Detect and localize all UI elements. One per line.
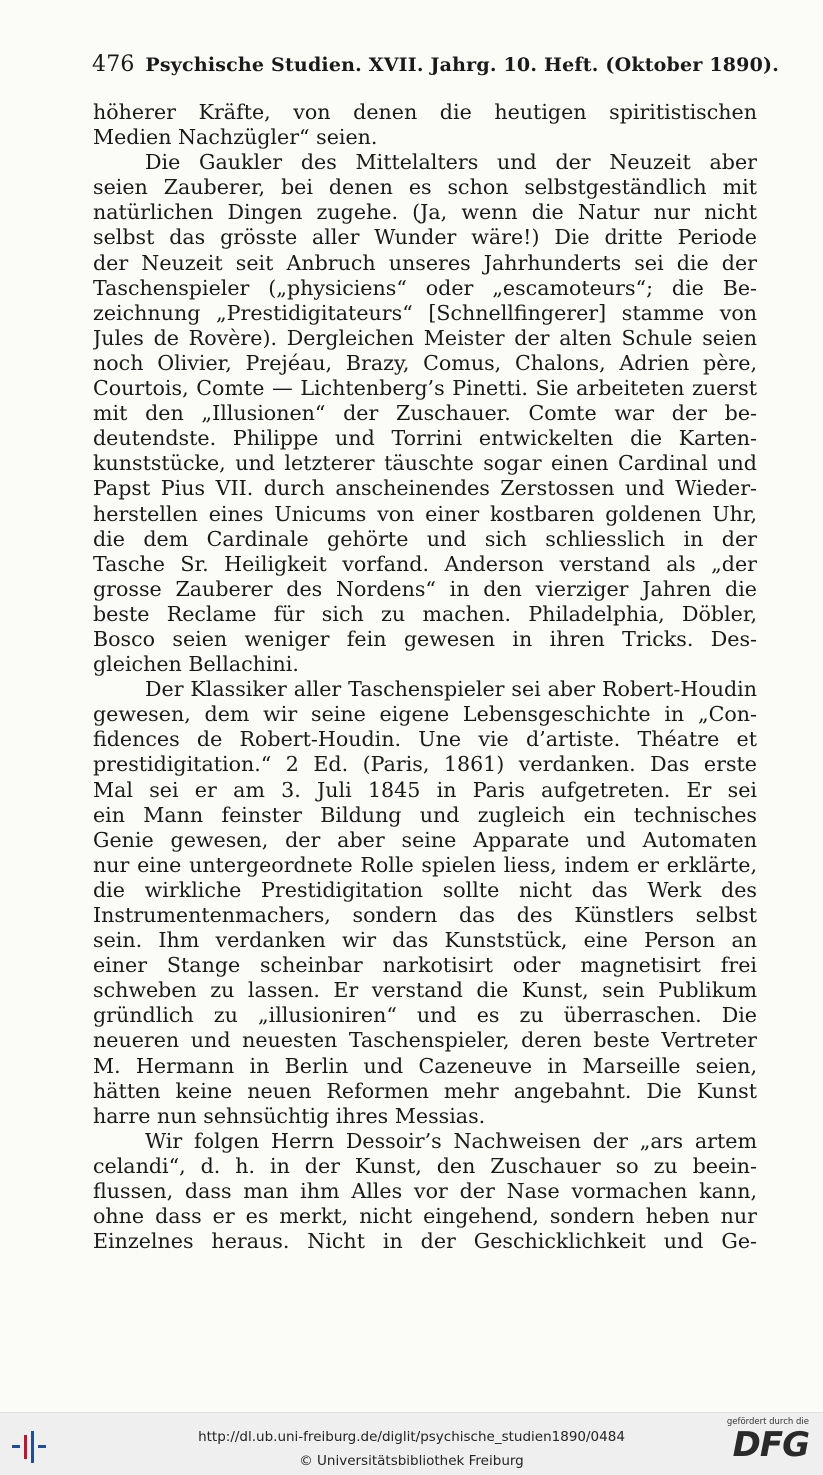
- body-text: [93, 100, 757, 1254]
- dfg-tagline: gefördert durch die: [726, 1417, 809, 1427]
- text-line: fidences de Robert-Houdin. Une vie d’artiste. Théatre et: [93, 727, 757, 752]
- text-line: Mal sei er am 3. Juli 1845 in Paris aufgetreten. Er sei: [93, 777, 757, 802]
- text-line: Bosco seien weniger fein gewesen in ihren Tricks. Des-: [93, 626, 757, 651]
- text-line: selbst das grösste aller Wunder wäre!) Die dritte Periode: [93, 225, 757, 250]
- text-line: gewesen, dem wir seine eigene Lebensgeschichte in „Con-: [93, 702, 757, 727]
- running-title: Psychische Studien. XVII. Jahrg. 10. Heft. (Oktober 1890).: [145, 54, 780, 76]
- text-line: ein Mann feinster Bildung und zugleich ein technisches: [93, 802, 757, 827]
- text-line: gründlich zu „illusioniren“ und es zu überraschen. Die: [93, 1003, 757, 1028]
- text-line: Wir folgen Herrn Dessoir’s Nachweisen der „ars artem: [145, 1128, 757, 1153]
- text-line: schweben zu lassen. Er verstand die Kunst, sein Publikum: [93, 978, 757, 1003]
- text-line: Taschenspieler („physiciens“ oder „escamoteurs“; die Be-: [93, 275, 757, 300]
- text-line: hätten keine neuen Reformen mehr angebahnt. Die Kunst: [93, 1078, 757, 1103]
- text-line: Der Klassiker aller Taschenspieler sei aber Robert-Houdin: [145, 677, 757, 702]
- text-line: mit den „Illusionen“ der Zuschauer. Comte war der be-: [93, 401, 757, 426]
- text-line: herstellen eines Unicums von einer kostbaren goldenen Uhr,: [93, 501, 757, 526]
- running-header: [92, 52, 780, 77]
- text-line: noch Olivier, Prejéau, Brazy, Comus, Chalons, Adrien père,: [93, 350, 757, 375]
- text-line: sein. Ihm verdanken wir das Kunststück, eine Person an: [93, 928, 757, 953]
- text-line: Genie gewesen, der aber seine Apparate und Automaten: [93, 827, 757, 852]
- text-line: höherer Kräfte, von denen die heutigen spiritistischen: [93, 100, 757, 124]
- text-line: M. Hermann in Berlin und Cazeneuve in Marseille seien,: [93, 1053, 757, 1078]
- text-line: neueren und neuesten Taschenspieler, deren beste Vertreter: [93, 1028, 757, 1053]
- text-line: ohne dass er es merkt, nicht eingehend, sondern heben nur: [93, 1204, 757, 1229]
- text-line: nur eine untergeordnete Rolle spielen liess, indem er erklärte,: [93, 852, 757, 877]
- text-line: Instrumentenmachers, sondern das des Künstlers selbst: [93, 903, 757, 927]
- text-line: Papst Pius VII. durch anscheinendes Zerstossen und Wieder-: [93, 476, 757, 501]
- text-line: celandi“, d. h. in der Kunst, den Zuschauer so zu beein-: [93, 1153, 757, 1178]
- text-line: flussen, dass man ihm Alles vor der Nase vormachen kann,: [93, 1179, 757, 1204]
- text-line: Courtois, Comte — Lichtenberg’s Pinetti. Sie arbeiteten zuerst: [93, 376, 757, 401]
- text-line: prestidigitation.“ 2 Ed. (Paris, 1861) verdanken. Das erste: [93, 752, 757, 777]
- dfg-logo: [721, 1417, 809, 1471]
- text-line: Die Gaukler des Mittelalters und der Neuzeit aber: [145, 150, 757, 175]
- text-line: natürlichen Dingen zugehe. (Ja, wenn die Natur nur nicht: [93, 200, 757, 225]
- text-line: die dem Cardinale gehörte und sich schliesslich in der: [93, 526, 757, 551]
- viewer-footer: [0, 1412, 823, 1475]
- text-line: Tasche Sr. Heiligkeit vorfand. Anderson verstand als „der: [93, 551, 757, 576]
- dfg-logo-text: DFG: [732, 1425, 809, 1465]
- copyright-notice: © Universitätsbibliothek Freiburg: [299, 1453, 524, 1469]
- text-line: Jules de Rovère). Dergleichen Meister der alten Schule seien: [93, 325, 757, 350]
- permalink-url[interactable]: http://dl.ub.uni-freiburg.de/diglit/psychische_studien1890/0484: [198, 1429, 625, 1445]
- text-line: der Neuzeit seit Anbruch unseres Jahrhunderts sei die der: [93, 250, 757, 275]
- text-line: grosse Zauberer des Nordens“ in den vierziger Jahren die: [93, 576, 757, 601]
- page-number: 476: [92, 52, 135, 77]
- text-line: einer Stange scheinbar narkotisirt oder magnetisirt frei: [93, 953, 757, 978]
- text-line: deutendste. Philippe und Torrini entwickelten die Karten-: [93, 426, 757, 451]
- text-line: seien Zauberer, bei denen es schon selbstgeständlich mit: [93, 175, 757, 200]
- text-line: beste Reclame für sich zu machen. Philadelphia, Döbler,: [93, 601, 757, 626]
- text-line: Einzelnes heraus. Nicht in der Geschicklichkeit und Ge-: [93, 1229, 757, 1254]
- text-line: gleichen Bellachini.: [93, 652, 299, 677]
- text-line: harre nun sehnsüchtig ihres Messias.: [93, 1103, 486, 1128]
- text-line: zeichnung „Prestidigitateurs“ [Schnellfingerer] stamme von: [93, 300, 757, 325]
- text-line: Medien Nachzügler“ seien.: [93, 125, 378, 150]
- text-line: die wirkliche Prestidigitation sollte nicht das Werk des: [93, 877, 757, 902]
- text-line: kunststücke, und letzterer täuschte sogar einen Cardinal und: [93, 451, 757, 476]
